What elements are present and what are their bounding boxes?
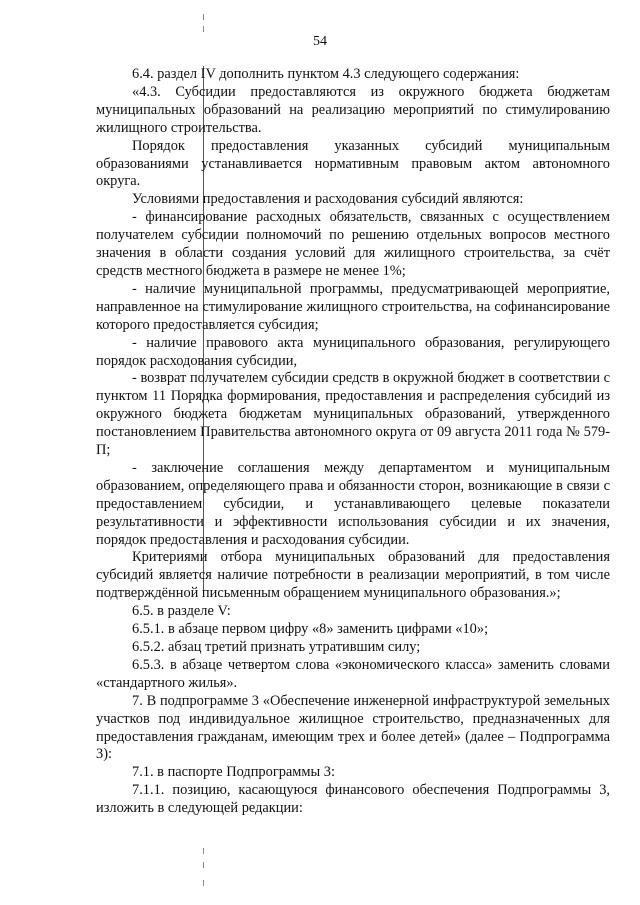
paragraph-6-4: 6.4. раздел IV дополнить пунктом 4.3 следующего содержания:	[132, 66, 520, 82]
scan-fold-tick	[203, 26, 204, 32]
paragraph-6-5-2: 6.5.2. абзац третий признать утратившим силу;	[132, 639, 421, 655]
paragraph-6-5-3: 6.5.3. в абзаце четвертом слова «экономического класса» заменить словами «стандартного жилья».	[96, 656, 610, 691]
list-item-nalichie-akta: - наличие правового акта муниципального образования, регулирующего порядок расходования субсидии,	[96, 334, 610, 369]
paragraph-6-5-1: 6.5.1. в абзаце первом цифру «8» заменить цифрами «10»;	[132, 621, 489, 638]
paragraph-7: 7. В подпрограмме 3 «Обеспечение инженерной инфраструктурой земельных участков под индивидуальное жилищное строительство, предназначенных для предоставления гражданам, имеющим трех и более детей» (далее – Подпрограмма 3):	[96, 692, 610, 763]
scan-fold-tick	[203, 14, 204, 20]
page-number: 54	[313, 34, 327, 49]
document-body	[96, 66, 610, 818]
paragraph-usloviya: Условиями предоставления и расходования субсидий являются:	[132, 191, 524, 208]
paragraph-6-5: 6.5. в разделе V:	[132, 603, 231, 620]
list-item-nalichie-programmy: - наличие муниципальной программы, предусматривающей мероприятие, направленное на стимулирование жилищного строительства, на софинансирование которого предоставляется субсидия;	[96, 280, 610, 333]
paragraph-7-1-1: 7.1.1. позицию, касающуюся финансового обеспечения Подпрограммы 3, изложить в следующей редакции:	[96, 782, 610, 817]
list-item-vozvrat: - возврат получателем субсидии средств в окружной бюджет в соответствии с пунктом 11 Порядка формирования, предоставления и распределения субсидий из окружного бюджета бюджетам муниципальных образований, утвержденного постановлением Правительства автономного округа от 09 августа 2011 года № 579-П;	[96, 370, 610, 459]
list-item-finansirovanie: - финансирование расходных обязательств, связанных с осуществлением получателем субсидии полномочий по решению отдельных вопросов местного значения в области создания условий для жилищного строительства, за счёт средств местного бюджета в размере не менее 1%;	[96, 209, 610, 279]
scan-fold-tick	[203, 880, 204, 886]
paragraph-poryadok: Порядок предоставления указанных субсидий муниципальным образованиями устанавливается нормативным правовым актом автономного округа.	[96, 137, 610, 190]
scan-fold-tick	[203, 848, 204, 854]
scan-fold-tick	[203, 862, 204, 868]
paragraph-7-1: 7.1. в паспорте Подпрограммы 3:	[132, 764, 335, 781]
paragraph-4-3: «4.3. Субсидии предоставляются из окружного бюджета бюджетам муниципальных образований на реализацию мероприятий по стимулированию жилищного строительства.	[96, 83, 610, 136]
paragraph-kriterii: Критериями отбора муниципальных образований для предоставления субсидий является наличие потребности в реализации мероприятий, в том числе подтверждённой письменным обращением муниципального образования.»;	[96, 549, 610, 602]
list-item-zaklyuchenie: - заключение соглашения между департаментом и муниципальным образованием, определяющего права и обязанности сторон, возникающие в связи с предоставлением субсидии, и устанавливающего целевые показатели результативности и эффективности использования субсидии и их значения, порядок предоставления и расходования субсидии.	[96, 459, 610, 548]
